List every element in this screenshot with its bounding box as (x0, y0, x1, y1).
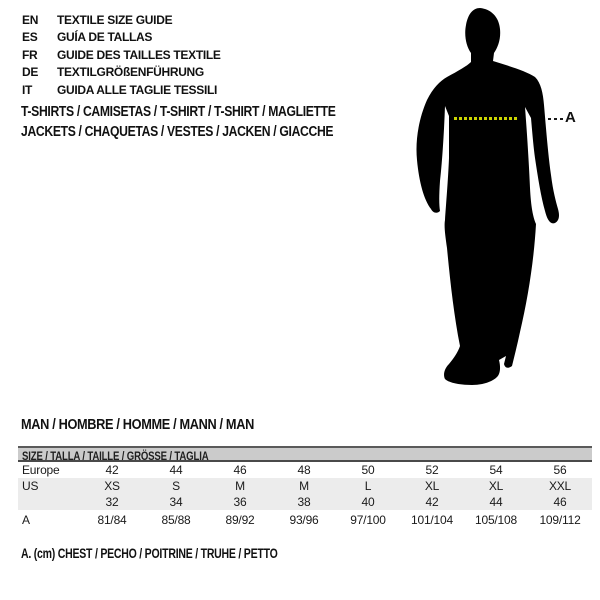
table-row-chest-cm (18, 510, 592, 530)
size-cell: 36 (233, 495, 247, 509)
language-code: IT (22, 82, 33, 97)
size-table (18, 446, 592, 530)
size-cell: 105/108 (475, 513, 517, 527)
man-silhouette-figure (413, 8, 565, 386)
size-cell: 93/96 (289, 513, 319, 527)
size-cell: 46 (553, 495, 567, 509)
language-row (22, 12, 221, 29)
size-cell: 42 (105, 463, 119, 477)
size-cell: 54 (489, 463, 503, 477)
size-cell: L (364, 479, 372, 493)
size-cell: 46 (233, 463, 247, 477)
row-label (18, 494, 80, 510)
language-row (22, 29, 221, 46)
language-title: TEXTILE SIZE GUIDE (57, 13, 173, 27)
size-cell: XL (424, 479, 440, 493)
table-row-europe (18, 462, 592, 478)
size-cell: 44 (169, 463, 183, 477)
size-cell: 44 (489, 495, 503, 509)
table-row-us-numeric (18, 494, 592, 510)
measurement-a-label: A (565, 109, 576, 126)
language-title: TEXTILGRÖßENFÜHRUNG (57, 65, 204, 80)
size-cell: 97/100 (350, 513, 386, 527)
footnote-chest: A. (cm) CHEST / PECHO / POITRINE / TRUHE / PETTO (21, 546, 278, 561)
size-cell: 34 (169, 495, 183, 509)
language-code: FR (22, 47, 38, 62)
language-row (22, 64, 221, 81)
row-label: Europe (22, 463, 60, 477)
size-cell: S (172, 479, 180, 493)
size-cell: 89/92 (225, 513, 255, 527)
size-cell: XL (488, 479, 504, 493)
size-cell: 81/84 (97, 513, 127, 527)
size-cell: 56 (553, 463, 567, 477)
size-cell: 85/88 (161, 513, 191, 527)
language-title: GUÍA DE TALLAS (57, 30, 153, 45)
language-code: DE (22, 65, 39, 80)
table-row-us (18, 478, 592, 494)
language-title: GUIDA ALLE TAGLIE TESSILI (57, 82, 218, 97)
row-label: A (22, 513, 30, 527)
chest-measure-dashed-line (454, 117, 519, 120)
size-table-header-label: SIZE / TALLA / TAILLE / GRÖSSE / TAGLIA (22, 449, 209, 463)
size-cell: 101/104 (411, 513, 453, 527)
category-line-tshirts: T-SHIRTS / CAMISETAS / T-SHIRT / T-SHIRT / MAGLIETTE (21, 104, 336, 120)
size-cell: 40 (361, 495, 375, 509)
size-cell: M (299, 479, 309, 493)
category-lines (21, 103, 336, 142)
language-row (22, 82, 221, 99)
size-cell: 48 (297, 463, 311, 477)
size-cell: 109/112 (539, 513, 581, 527)
language-list (22, 12, 221, 99)
language-row (22, 47, 221, 64)
size-cell: XS (104, 479, 120, 493)
size-cell: 52 (425, 463, 439, 477)
language-title: GUIDE DES TAILLES TEXTILE (57, 47, 221, 62)
size-cell: 32 (105, 495, 119, 509)
size-cell: M (235, 479, 245, 493)
size-table-header-row (18, 446, 592, 462)
section-title-man: MAN / HOMBRE / HOMME / MANN / MAN (21, 417, 254, 433)
language-code: EN (22, 13, 39, 27)
category-line-jackets: JACKETS / CHAQUETAS / VESTES / JACKEN / GIACCHE (21, 123, 334, 140)
size-cell: 50 (361, 463, 375, 477)
size-cell: 42 (425, 495, 439, 509)
size-cell: XXL (548, 479, 572, 493)
size-cell: 38 (297, 495, 311, 509)
chest-measure-leader-line (548, 118, 563, 120)
language-code: ES (22, 30, 38, 45)
row-label: US (22, 479, 39, 493)
